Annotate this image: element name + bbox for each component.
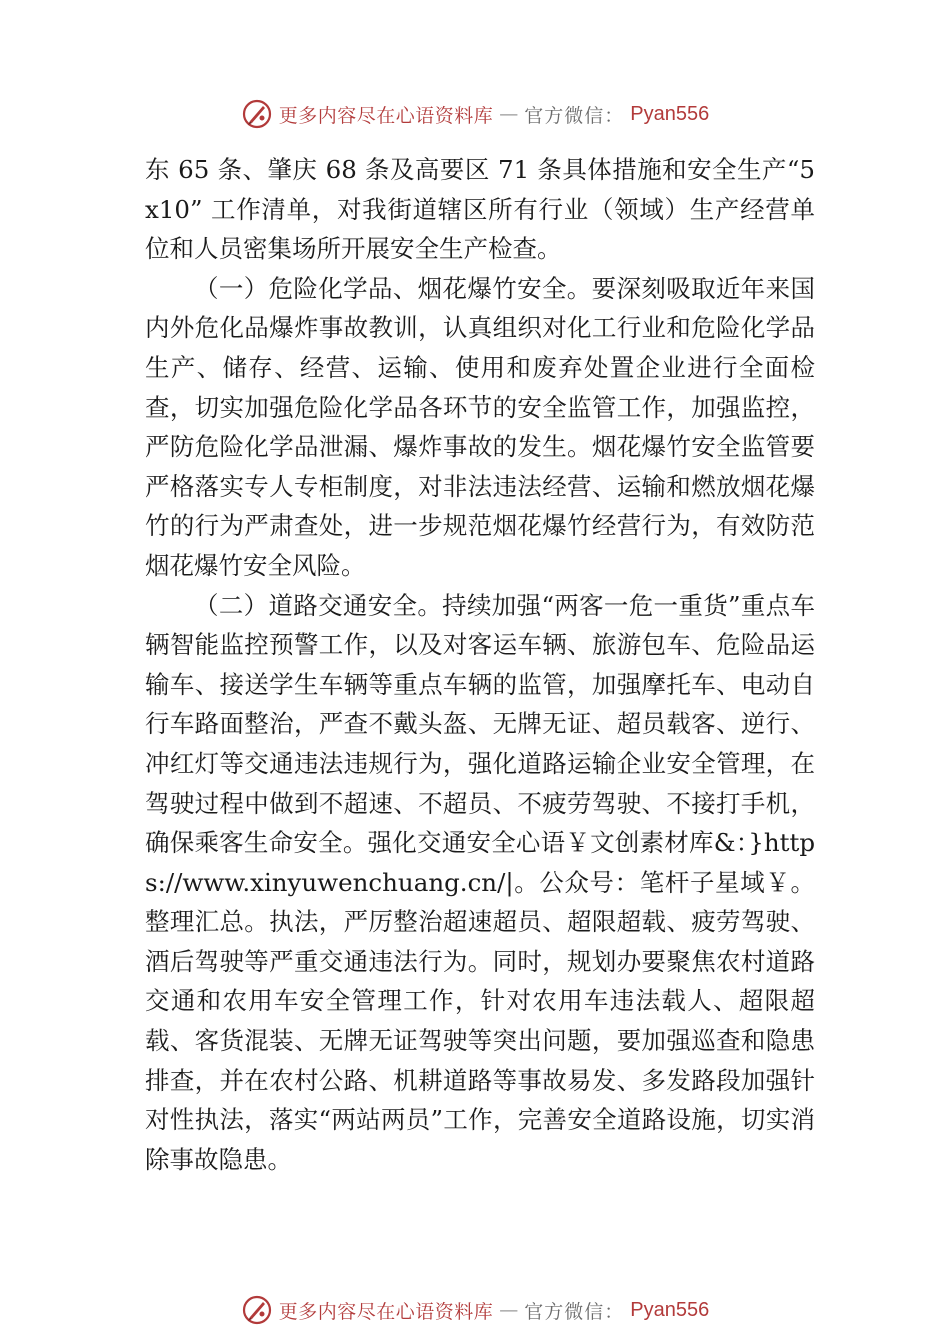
footer-banner: [0, 1290, 950, 1330]
document-body: [145, 150, 815, 1179]
banner-dash: —: [499, 103, 519, 125]
banner-contact-label: 官方微信：: [524, 1300, 625, 1323]
quill-logo-icon: [241, 1294, 273, 1326]
paragraph-continuation: 东 65 条、肇庆 68 条及高要区 71 条具体措施和安全生产“5x10” 工作清单，对我街道辖区所有行业（领域）生产经营单位和人员密集场所开展安全生产检查。: [145, 155, 815, 264]
banner-contact-id: Pyan556: [630, 1298, 710, 1321]
paragraph-road-traffic: （二）道路交通安全。持续加强“两客一危一重货”重点车辆智能监控预警工作，以及对客运车辆、旅游包车、危险品运输车、接送学生车辆等重点车辆的监管，加强摩托车、电动自行车路面整治，严查不戴头盔、无牌无证、超员载客、逆行、冲红灯等交通违法违规行为，强化道路运输企业安全管理，在驾驶过程中做到不超速、不超员、不疲劳驾驶、不接打手机，确保乘客生命安全。强化交通安全心语￥文创素材库&：}https://www.xinyuwenchuang.cn/|。公众号：笔杆子星域￥。整理汇总。执法，严厉整治超速超员、超限超载、疲劳驾驶、酒后驾驶等严重交通违法行为。同时，规划办要聚焦农村道路交通和农用车安全管理工作，针对农用车违法载人、超限超载、客货混装、无牌无证驾驶等突出问题，要加强巡查和隐患排查，并在农村公路、机耕道路等事故易发、多发路段加强针对性执法，落实“两站两员”工作，完善安全道路设施，切实消除事故隐患。: [145, 590, 815, 1174]
quill-logo-icon: [241, 98, 273, 130]
paragraph-hazardous-chemicals: （一）危险化学品、烟花爆竹安全。要深刻吸取近年来国内外危化品爆炸事故教训，认真组织对化工行业和危险化学品生产、储存、经营、运输、使用和废弃处置企业进行全面检查，切实加强危险化学品各环节的安全监管工作，加强监控，严防危险化学品泄漏、爆炸事故的发生。烟花爆竹安全监管要严格落实专人专柜制度，对非法违法经营、运输和燃放烟花爆竹的行为严肃查处，进一步规范烟花爆竹经营行为，有效防范烟花爆竹安全风险。: [145, 273, 815, 580]
header-banner: [0, 94, 950, 134]
banner-title: 更多内容尽在心语资料库: [278, 104, 494, 127]
banner-contact-label: 官方微信：: [524, 104, 625, 127]
banner-title: 更多内容尽在心语资料库: [278, 1300, 494, 1323]
banner-contact-id: Pyan556: [630, 102, 710, 125]
banner-dash: —: [499, 1299, 519, 1321]
